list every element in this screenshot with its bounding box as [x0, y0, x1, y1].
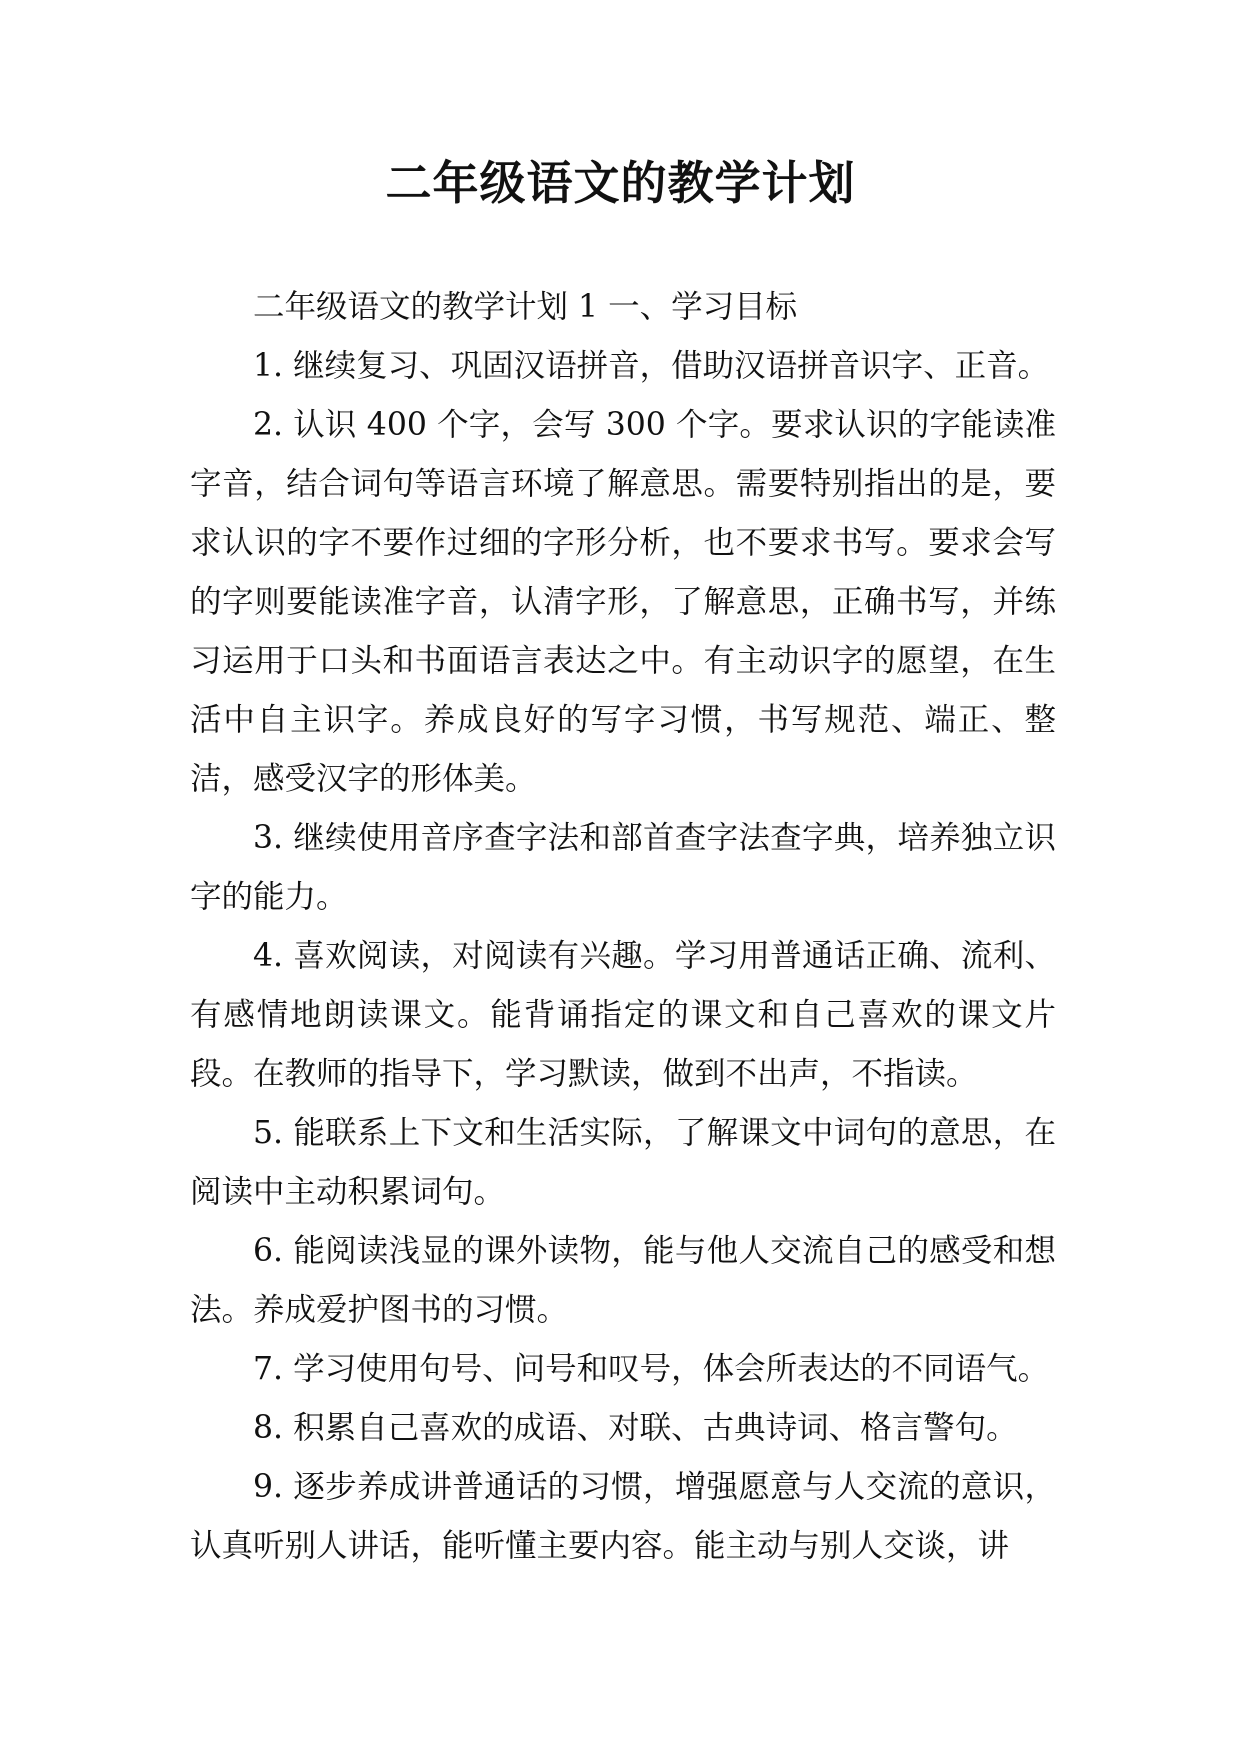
document-title: 二年级语文的教学计划: [385, 156, 856, 210]
paragraph-item-3: 3. 继续使用音序查字法和部首查字法查字典，培养独立识字的能力。: [190, 820, 1056, 915]
paragraph-heading: 二年级语文的教学计划 1 一、学习目标: [253, 289, 798, 325]
paragraph-item-9: 9. 逐步养成讲普通话的习惯，增强愿意与人交流的意识，认真听别人讲话，能听懂主要内容。能主动与别人交谈，讲: [190, 1469, 1056, 1564]
paragraph-item-5: 5. 能联系上下文和生活实际，了解课文中词句的意思，在阅读中主动积累词句。: [190, 1115, 1056, 1210]
paragraph-item-4: 4. 喜欢阅读，对阅读有兴趣。学习用普通话正确、流利、有感情地朗读课文。能背诵指定的课文和自己喜欢的课文片段。在教师的指导下，学习默读，做到不出声，不指读。: [190, 938, 1056, 1092]
paragraph-item-7: 7. 学习使用句号、问号和叹号，体会所表达的不同语气。: [253, 1351, 1050, 1387]
paragraph-item-6: 6. 能阅读浅显的课外读物，能与他人交流自己的感受和想法。养成爱护图书的习惯。: [190, 1233, 1056, 1328]
paragraph-item-8: 8. 积累自己喜欢的成语、对联、古典诗词、格言警句。: [253, 1410, 1018, 1446]
paragraph-item-1: 1. 继续复习、巩固汉语拼音，借助汉语拼音识字、正音。: [253, 348, 1050, 384]
document-body: [190, 278, 1056, 1576]
paragraph-item-2: 2. 认识 400 个字，会写 300 个字。要求认识的字能读准字音，结合词句等语言环境了解意思。需要特别指出的是，要求认识的字不要作过细的字形分析，也不要求书写。要求会写的字则要能读准字音，认清字形，了解意思，正确书写，并练习运用于口头和书面语言表达之中。有主动识字的愿望，在生活中自主识字。养成良好的写字习惯，书写规范、端正、整洁，感受汉字的形体美。: [190, 407, 1056, 797]
